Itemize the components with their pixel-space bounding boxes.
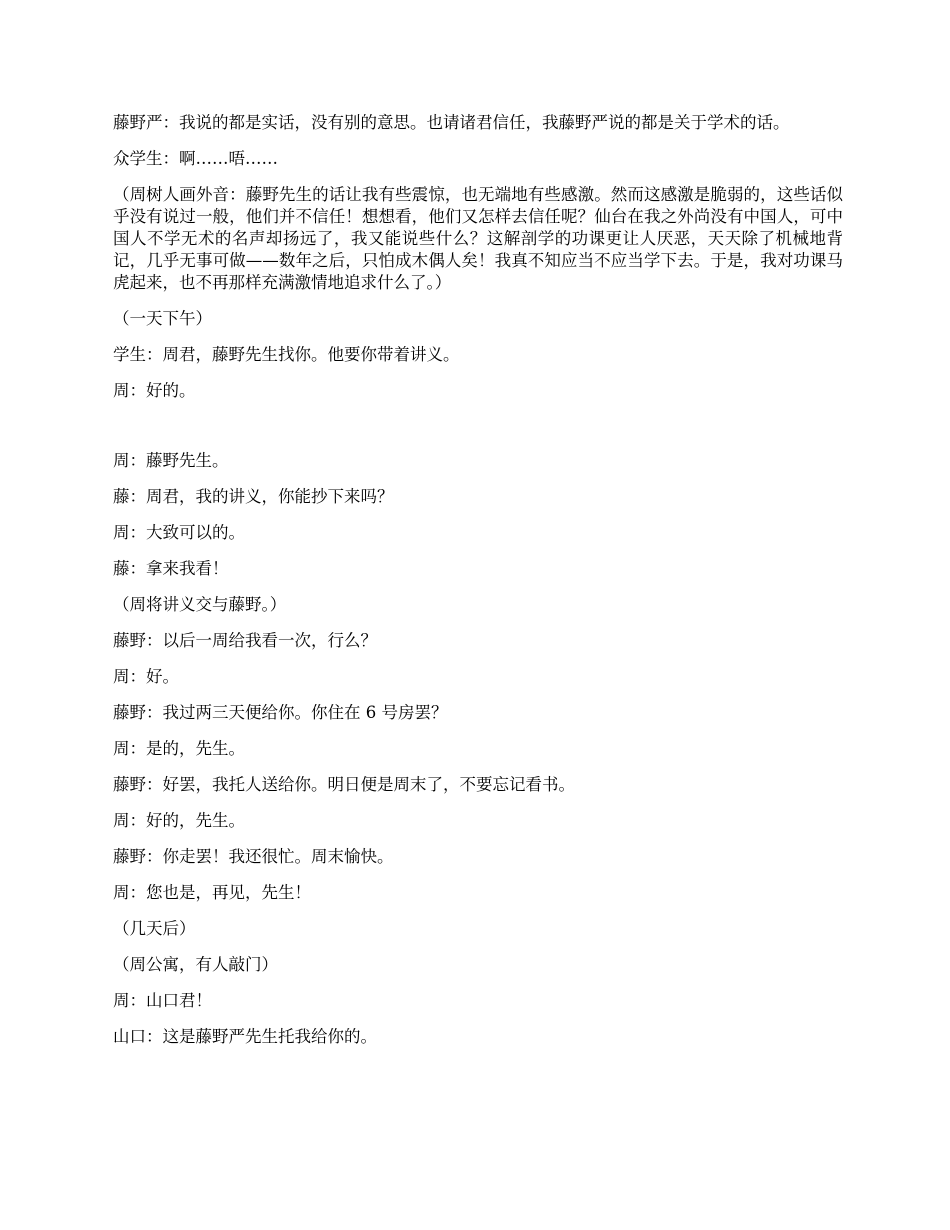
paragraph-7: 周：藤野先生。 [113, 451, 229, 470]
paragraph-19: 周：您也是，再见，先生！ [113, 883, 311, 902]
paragraph-15: 周：是的，先生。 [113, 739, 245, 758]
paragraph-1: 藤野严：我说的都是实话，没有别的意思。也请诸君信任，我藤野严说的都是关于学术的话。 [113, 113, 790, 132]
paragraph-2: 众学生：啊……唔…… [113, 149, 278, 168]
paragraph-18: 藤野：你走罢！我还很忙。周末愉快。 [113, 847, 394, 866]
paragraph-4: （一天下午） [113, 309, 212, 328]
paragraph-3: （周树人画外音：藤野先生的话让我有些震惊，也无端地有些感激。然而这感激是脆弱的，这些话似乎没有说过一般，他们并不信任！想想看，他们又怎样去信任呢？仙台在我之外尚没有中国人，可中国人不学无术的名声却扬远了，我又能说些什么？这解剖学的功课更让人厌恶，天天除了机械地背记，几乎无事可做——数年之后，只怕成木偶人矣！我真不知应当不应当学下去。于是，我对功课马虎起来，也不再那样充满激情地追求什么了。） [113, 185, 843, 292]
paragraph-21: （周公寓，有人敲门） [113, 955, 278, 974]
paragraph-13: 周：好。 [113, 667, 179, 686]
paragraph-22: 周：山口君！ [113, 991, 212, 1010]
paragraph-16: 藤野：好罢，我托人送给你。明日便是周末了，不要忘记看书。 [113, 775, 575, 794]
paragraph-6: 周：好的。 [113, 381, 196, 400]
paragraph-10: 藤：拿来我看！ [113, 559, 229, 578]
paragraph-11: （周将讲义交与藤野。） [113, 595, 287, 614]
paragraph-20: （几天后） [113, 919, 196, 938]
paragraph-9: 周：大致可以的。 [113, 523, 245, 542]
paragraph-12: 藤野：以后一周给我看一次，行么？ [113, 631, 377, 650]
paragraph-23: 山口：这是藤野严先生托我给你的。 [113, 1027, 377, 1046]
paragraph-14: 藤野：我过两三天便给你。你住在 6 号房罢？ [113, 703, 448, 722]
paragraph-17: 周：好的，先生。 [113, 811, 245, 830]
paragraph-8: 藤：周君，我的讲义，你能抄下来吗？ [113, 487, 394, 506]
script-text [113, 112, 843, 1048]
paragraph-5: 学生：周君，藤野先生找你。他要你带着讲义。 [113, 345, 460, 364]
